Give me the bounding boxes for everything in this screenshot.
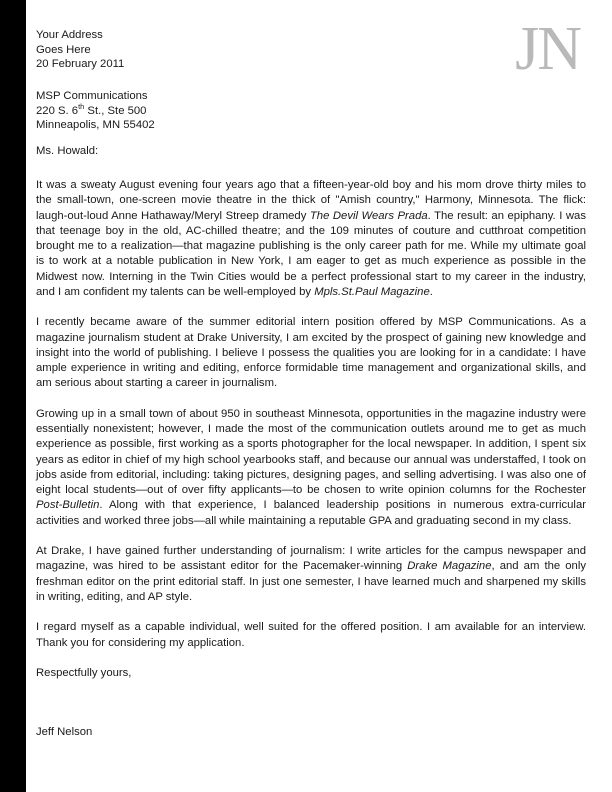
paragraph-1-text-part-2: . The result: an epiphany. I was that teenage boy in the old, AC-chilled theatre; and the 109 minutes of couture and cutthroat competition brought me to a realization—that magazine publishing is the only career path for me. While my ultimate goal is to work at a notable publication in New York, I am eager to get as much experience as possible in the Midwest now. Interning in the Twin Cities would be a perfect professional start to my career in the industry, and I am confident my talents can be well-employed by bbox=[36, 209, 586, 298]
recipient-street-suffix: St., Ste 500 bbox=[84, 104, 147, 117]
monogram-jn: JN bbox=[515, 15, 580, 83]
body-paragraph-1 bbox=[36, 178, 586, 300]
letter-body bbox=[36, 178, 586, 681]
left-accent-bar bbox=[0, 0, 26, 792]
paragraph-1-text-part-1: It was a sweaty August evening four years ago that a fifteen-year-old boy and his mom drove thirty miles to the small-town, one-screen movie theatre in the thick of "Amish country," Harmony, Minnesota. The flick: laugh-out-loud Anne Hathaway/Meryl Streep dramedy bbox=[36, 179, 586, 222]
letter-date: 20 February 2011 bbox=[36, 58, 125, 71]
recipient-street-prefix: 220 S. 6 bbox=[36, 104, 79, 117]
signature-name: Jeff Nelson bbox=[36, 726, 93, 738]
title-the-devil-wears-prada: The Devil Wears Prada bbox=[309, 209, 428, 222]
title-mpls-st-paul-magazine: Mpls.St.Paul Magazine bbox=[314, 285, 430, 298]
body-paragraph-4 bbox=[36, 544, 586, 605]
letter-content bbox=[36, 0, 588, 792]
body-paragraph-5: I regard myself as a capable individual, well suited for the offered position. I am available for an interview. Thank you for considering my application. bbox=[36, 621, 586, 649]
recipient-city-state-zip: Minneapolis, MN 55402 bbox=[36, 119, 155, 132]
title-post-bulletin: Post-Bulletin bbox=[36, 499, 100, 512]
recipient-company: MSP Communications bbox=[36, 90, 148, 102]
sender-address-line-2: Goes Here bbox=[36, 43, 91, 56]
sender-address-block bbox=[36, 28, 124, 72]
sender-address-line-1: Your Address bbox=[36, 29, 103, 41]
body-paragraph-3 bbox=[36, 407, 586, 529]
recipient-address-block bbox=[36, 89, 155, 133]
valediction: Respectfully yours, bbox=[36, 667, 132, 679]
title-drake-magazine: Drake Magazine bbox=[407, 560, 492, 573]
recipient-street bbox=[36, 101, 155, 119]
paragraph-3-text-part-2: . Along with that experience, I balanced leadership positions in numerous extra-curricular activities and worked three jobs—all while maintaining a reputable GPA and graduating second in my class. bbox=[36, 499, 586, 527]
paragraph-1-text-part-3: . bbox=[429, 285, 433, 298]
recipient-street-ordinal: th bbox=[78, 101, 85, 111]
body-paragraph-2: I recently became aware of the summer editorial intern position offered by MSP Communications. As a magazine journalism student at Drake University, I am excited by the prospect of gaining new knowledge and insight into the world of publishing. I believe I possess the qualities you are looking for in a candidate: I have ample experience in writing and editing, enforce formidable time management and organizational skills, and am serious about starting a career in journalism. bbox=[36, 316, 586, 390]
paragraph-3-text-part-1: Growing up in a small town of about 950 in southeast Minnesota, opportunities in the magazine industry were essentially nonexistent; however, I made the most of the communication outlets around me to get as much experience as possible, first working as a sports photographer for the local newspaper. In addition, I spent six years as editor in chief of my high school yearbooks staff, and because our annual was understaffed, I took on jobs aside from editorial, including: taking pictures, designing pages, and selling advertising. I was also one of eight local students—out of over fifty applicants—to be chosen to write opinion columns for the Rochester bbox=[36, 407, 586, 496]
paragraph-4-text-part-1: At Drake, I have gained further understanding of journalism: I write articles for the campus newspaper and magazine, was hired to be assistant editor for the Pacemaker-winning bbox=[36, 545, 586, 573]
salutation: Ms. Howald: bbox=[36, 145, 99, 157]
paragraph-4-text-part-2: , and am the only freshman editor on the print editorial staff. In just one semester, I have learned much and sharpened my skills in writing, editing, and AP style. bbox=[36, 560, 586, 603]
